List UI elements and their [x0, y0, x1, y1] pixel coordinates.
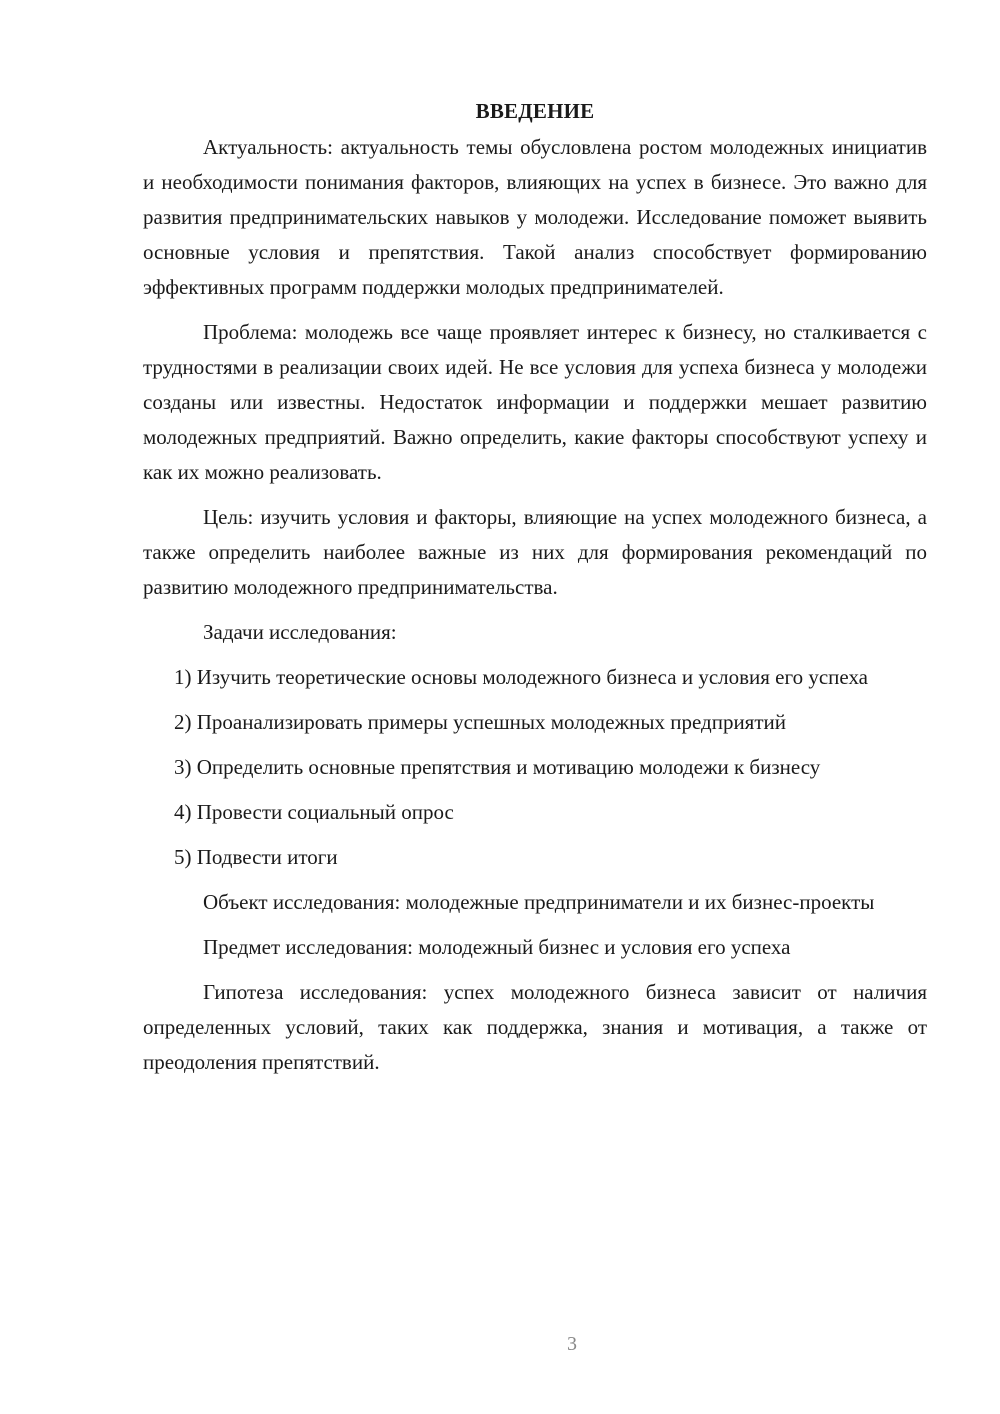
- task-item-4: 4) Провести социальный опрос: [174, 800, 454, 824]
- paragraph-object: Объект исследования: молодежные предприниматели и их бизнес-проекты: [203, 890, 875, 914]
- paragraph-subject: Предмет исследования: молодежный бизнес и условия его успеха: [203, 935, 791, 959]
- page-content: [143, 96, 927, 1090]
- section-title: ВВЕДЕНИЕ: [475, 99, 595, 123]
- task-item-1: 1) Изучить теоретические основы молодежного бизнеса и условия его успеха: [174, 665, 868, 689]
- paragraph-relevance: Актуальность: актуальность темы обусловлена ростом молодежных инициатив и необходимости понимания факторов, влияющих на успех в бизнесе. Это важно для развития предпринимательских навыков у молодежи. Исследование поможет выявить основные условия и препятствия. Такой анализ способствует формированию эффективных программ поддержки молодых предпринимателей.: [143, 135, 927, 299]
- task-item-2: 2) Проанализировать примеры успешных молодежных предприятий: [174, 710, 786, 734]
- task-item-5: 5) Подвести итоги: [174, 845, 338, 869]
- paragraph-problem: Проблема: молодежь все чаще проявляет интерес к бизнесу, но сталкивается с трудностями в реализации своих идей. Не все условия для успеха бизнеса у молодежи созданы или известны. Недостаток информации и поддержки мешает развитию молодежных предприятий. Важно определить, какие факторы способствуют успеху и как их можно реализовать.: [143, 320, 927, 484]
- page-number: 3: [567, 1333, 577, 1355]
- tasks-heading: Задачи исследования:: [203, 620, 397, 644]
- paragraph-hypothesis: Гипотеза исследования: успех молодежного бизнеса зависит от наличия определенных условий, таких как поддержка, знания и мотивация, а также от преодоления препятствий.: [143, 980, 927, 1074]
- paragraph-goal: Цель: изучить условия и факторы, влияющие на успех молодежного бизнеса, а также определить наиболее важные из них для формирования рекомендаций по развитию молодежного предпринимательства.: [143, 505, 927, 599]
- task-item-3: 3) Определить основные препятствия и мотивацию молодежи к бизнесу: [174, 755, 821, 779]
